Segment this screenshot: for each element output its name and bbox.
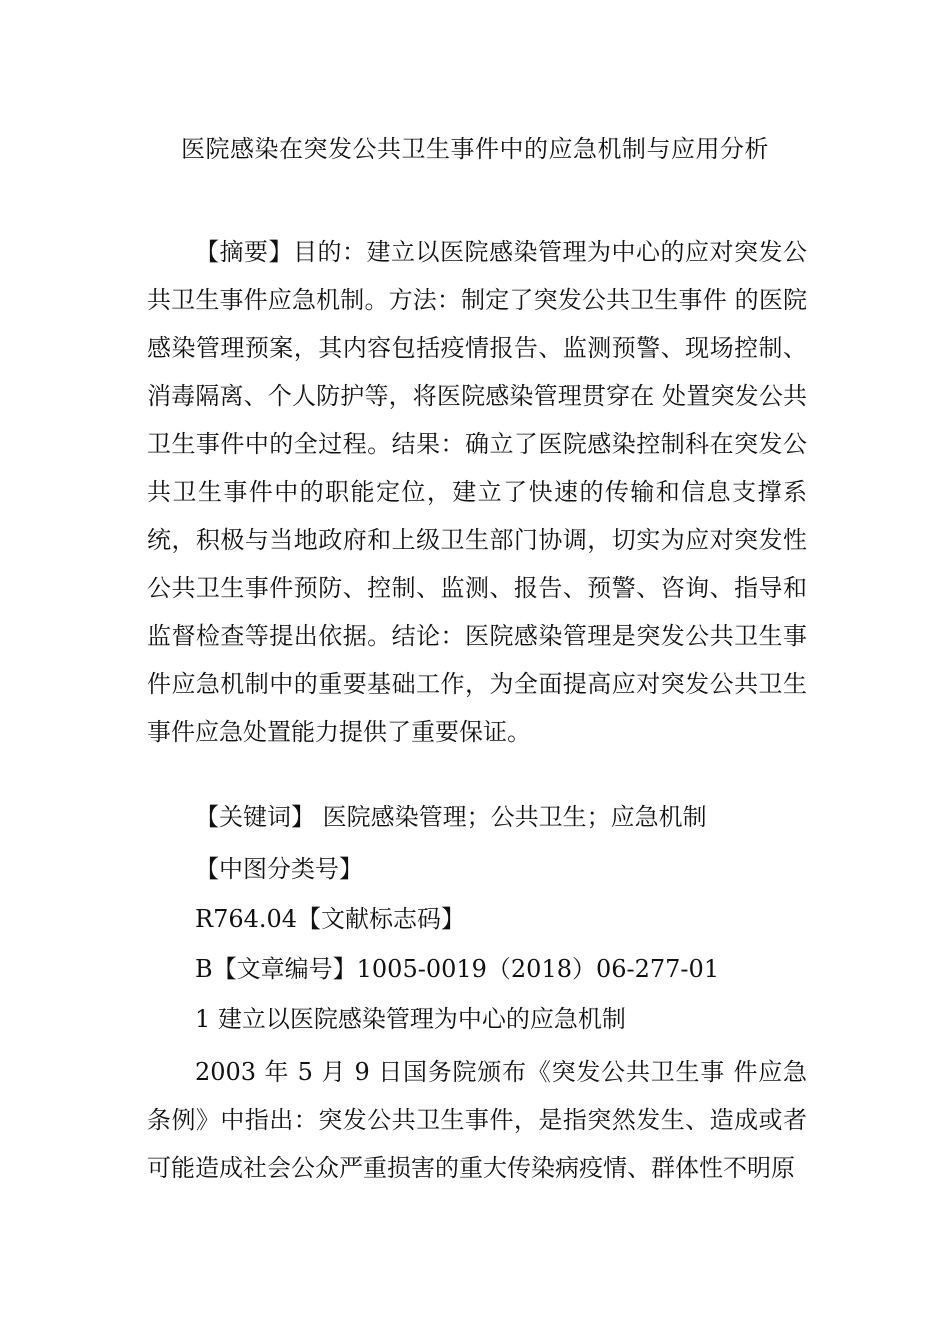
document-title: 医院感染在突发公共卫生事件中的应急机制与应用分析	[181, 135, 769, 163]
keywords-line: 【关键词】 医院感染管理；公共卫生；应急机制	[195, 803, 707, 831]
section-heading: 1 建立以医院感染管理为中心的应急机制	[195, 1005, 626, 1033]
clc-number-line: 【中图分类号】	[195, 855, 363, 883]
body-paragraph: 2003 年 5 月 9 日国务院颁布《突发公共卫生事 件应急条例》中指出：突发公共卫生事件，是指突然发生、造成或者可能造成社会公众严重损害的重大传染病疫情、群体性不明原	[147, 1058, 807, 1182]
document-code-line: R764.04【文献标志码】	[195, 905, 466, 933]
article-number-line: B【文章编号】1005-0019（2018）06-277-01	[195, 955, 720, 983]
abstract-paragraph: 【摘要】目的：建立以医院感染管理为中心的应对突发公共卫生事件应急机制。方法：制定了突发公共卫生事件 的医院感染管理预案，其内容包括疫情报告、监测预警、现场控制、消毒隔离、个人防护等，将医院感染管理贯穿在 处置突发公共卫生事件中的全过程。结果：确立了医院感染控制科在突发公共卫生事件中的职能定位，建立了快速的传输和信息支撑系统，积极与当地政府和上级卫生部门协调，切实为应对突发性公共卫生事件预防、控制、监测、报告、预警、咨询、指导和监督检查等提出依据。结论：医院感染管理是突发公共卫生事件应急机制中的重要基础工作，为全面提高应对突发公共卫生事件应急处置能力提供了重要保证。	[147, 238, 807, 746]
